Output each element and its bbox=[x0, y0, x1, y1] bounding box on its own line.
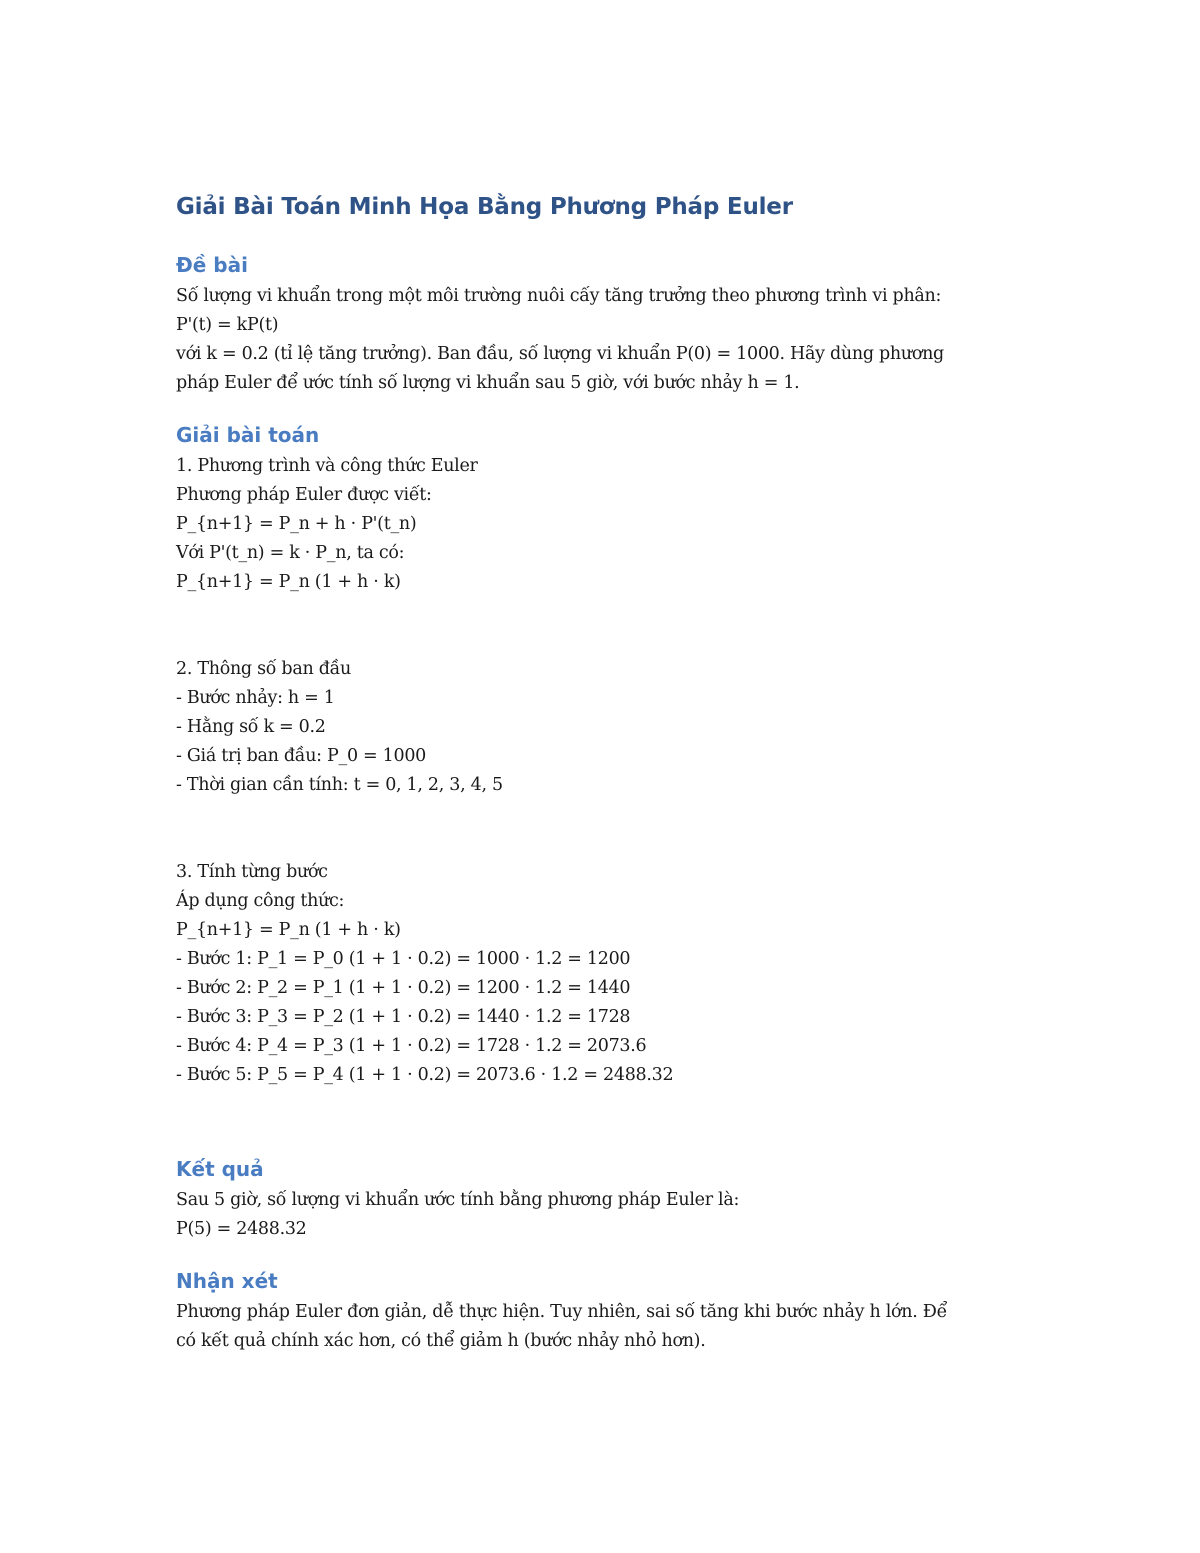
solution-step-2 bbox=[176, 655, 1026, 800]
step-line: - Bước nhảy: h = 1 bbox=[176, 688, 335, 708]
remark-line: có kết quả chính xác hơn, có thể giảm h (bước nhảy nhỏ hơn). bbox=[176, 1331, 706, 1351]
step-line: Với P'(t_n) = k · P_n, ta có: bbox=[176, 543, 405, 563]
remark-text bbox=[176, 1298, 1026, 1356]
step-line: 1. Phương trình và công thức Euler bbox=[176, 456, 478, 476]
result-line: P(5) = 2488.32 bbox=[176, 1219, 307, 1239]
step-line: - Bước 3: P_3 = P_2 (1 + 1 · 0.2) = 1440 · 1.2 = 1728 bbox=[176, 1007, 631, 1027]
step-line: P_{n+1} = P_n (1 + h · k) bbox=[176, 572, 401, 592]
problem-line: Số lượng vi khuẩn trong một môi trường nuôi cấy tăng trưởng theo phương trình vi phân: bbox=[176, 286, 942, 306]
result-text bbox=[176, 1186, 1026, 1244]
step-line: - Bước 5: P_5 = P_4 (1 + 1 · 0.2) = 2073.6 · 1.2 = 2488.32 bbox=[176, 1065, 674, 1085]
step-line: - Thời gian cần tính: t = 0, 1, 2, 3, 4, 5 bbox=[176, 775, 503, 795]
document-body bbox=[176, 190, 1026, 1356]
solution-step-1 bbox=[176, 452, 1026, 597]
problem-text bbox=[176, 282, 1026, 398]
step-line: 3. Tính từng bước bbox=[176, 862, 328, 882]
problem-line: với k = 0.2 (tỉ lệ tăng trưởng). Ban đầu, số lượng vi khuẩn P(0) = 1000. Hãy dùng phương bbox=[176, 344, 944, 364]
problem-line: P'(t) = kP(t) bbox=[176, 315, 279, 335]
step-line: Phương pháp Euler được viết: bbox=[176, 485, 432, 505]
document-title: Giải Bài Toán Minh Họa Bằng Phương Pháp Euler bbox=[176, 194, 793, 220]
step-line: Áp dụng công thức: bbox=[176, 891, 345, 911]
step-line: - Bước 1: P_1 = P_0 (1 + 1 · 0.2) = 1000 · 1.2 = 1200 bbox=[176, 949, 631, 969]
remark-heading: Nhận xét bbox=[176, 1269, 278, 1293]
step-line: - Hằng số k = 0.2 bbox=[176, 717, 326, 737]
step-line: - Bước 2: P_2 = P_1 (1 + 1 · 0.2) = 1200 · 1.2 = 1440 bbox=[176, 978, 631, 998]
step-line: - Giá trị ban đầu: P_0 = 1000 bbox=[176, 746, 427, 766]
remark-line: Phương pháp Euler đơn giản, dễ thực hiện. Tuy nhiên, sai số tăng khi bước nhảy h lớn. Để bbox=[176, 1302, 948, 1322]
step-line: P_{n+1} = P_n + h · P'(t_n) bbox=[176, 514, 417, 534]
step-line: - Bước 4: P_4 = P_3 (1 + 1 · 0.2) = 1728 · 1.2 = 2073.6 bbox=[176, 1036, 647, 1056]
step-line: 2. Thông số ban đầu bbox=[176, 659, 351, 679]
problem-line: pháp Euler để ước tính số lượng vi khuẩn sau 5 giờ, với bước nhảy h = 1. bbox=[176, 373, 800, 393]
result-heading: Kết quả bbox=[176, 1157, 264, 1181]
solution-heading: Giải bài toán bbox=[176, 423, 320, 447]
problem-heading: Đề bài bbox=[176, 253, 248, 277]
step-line: P_{n+1} = P_n (1 + h · k) bbox=[176, 920, 401, 940]
solution-step-3 bbox=[176, 858, 1026, 1090]
result-line: Sau 5 giờ, số lượng vi khuẩn ước tính bằng phương pháp Euler là: bbox=[176, 1190, 740, 1210]
